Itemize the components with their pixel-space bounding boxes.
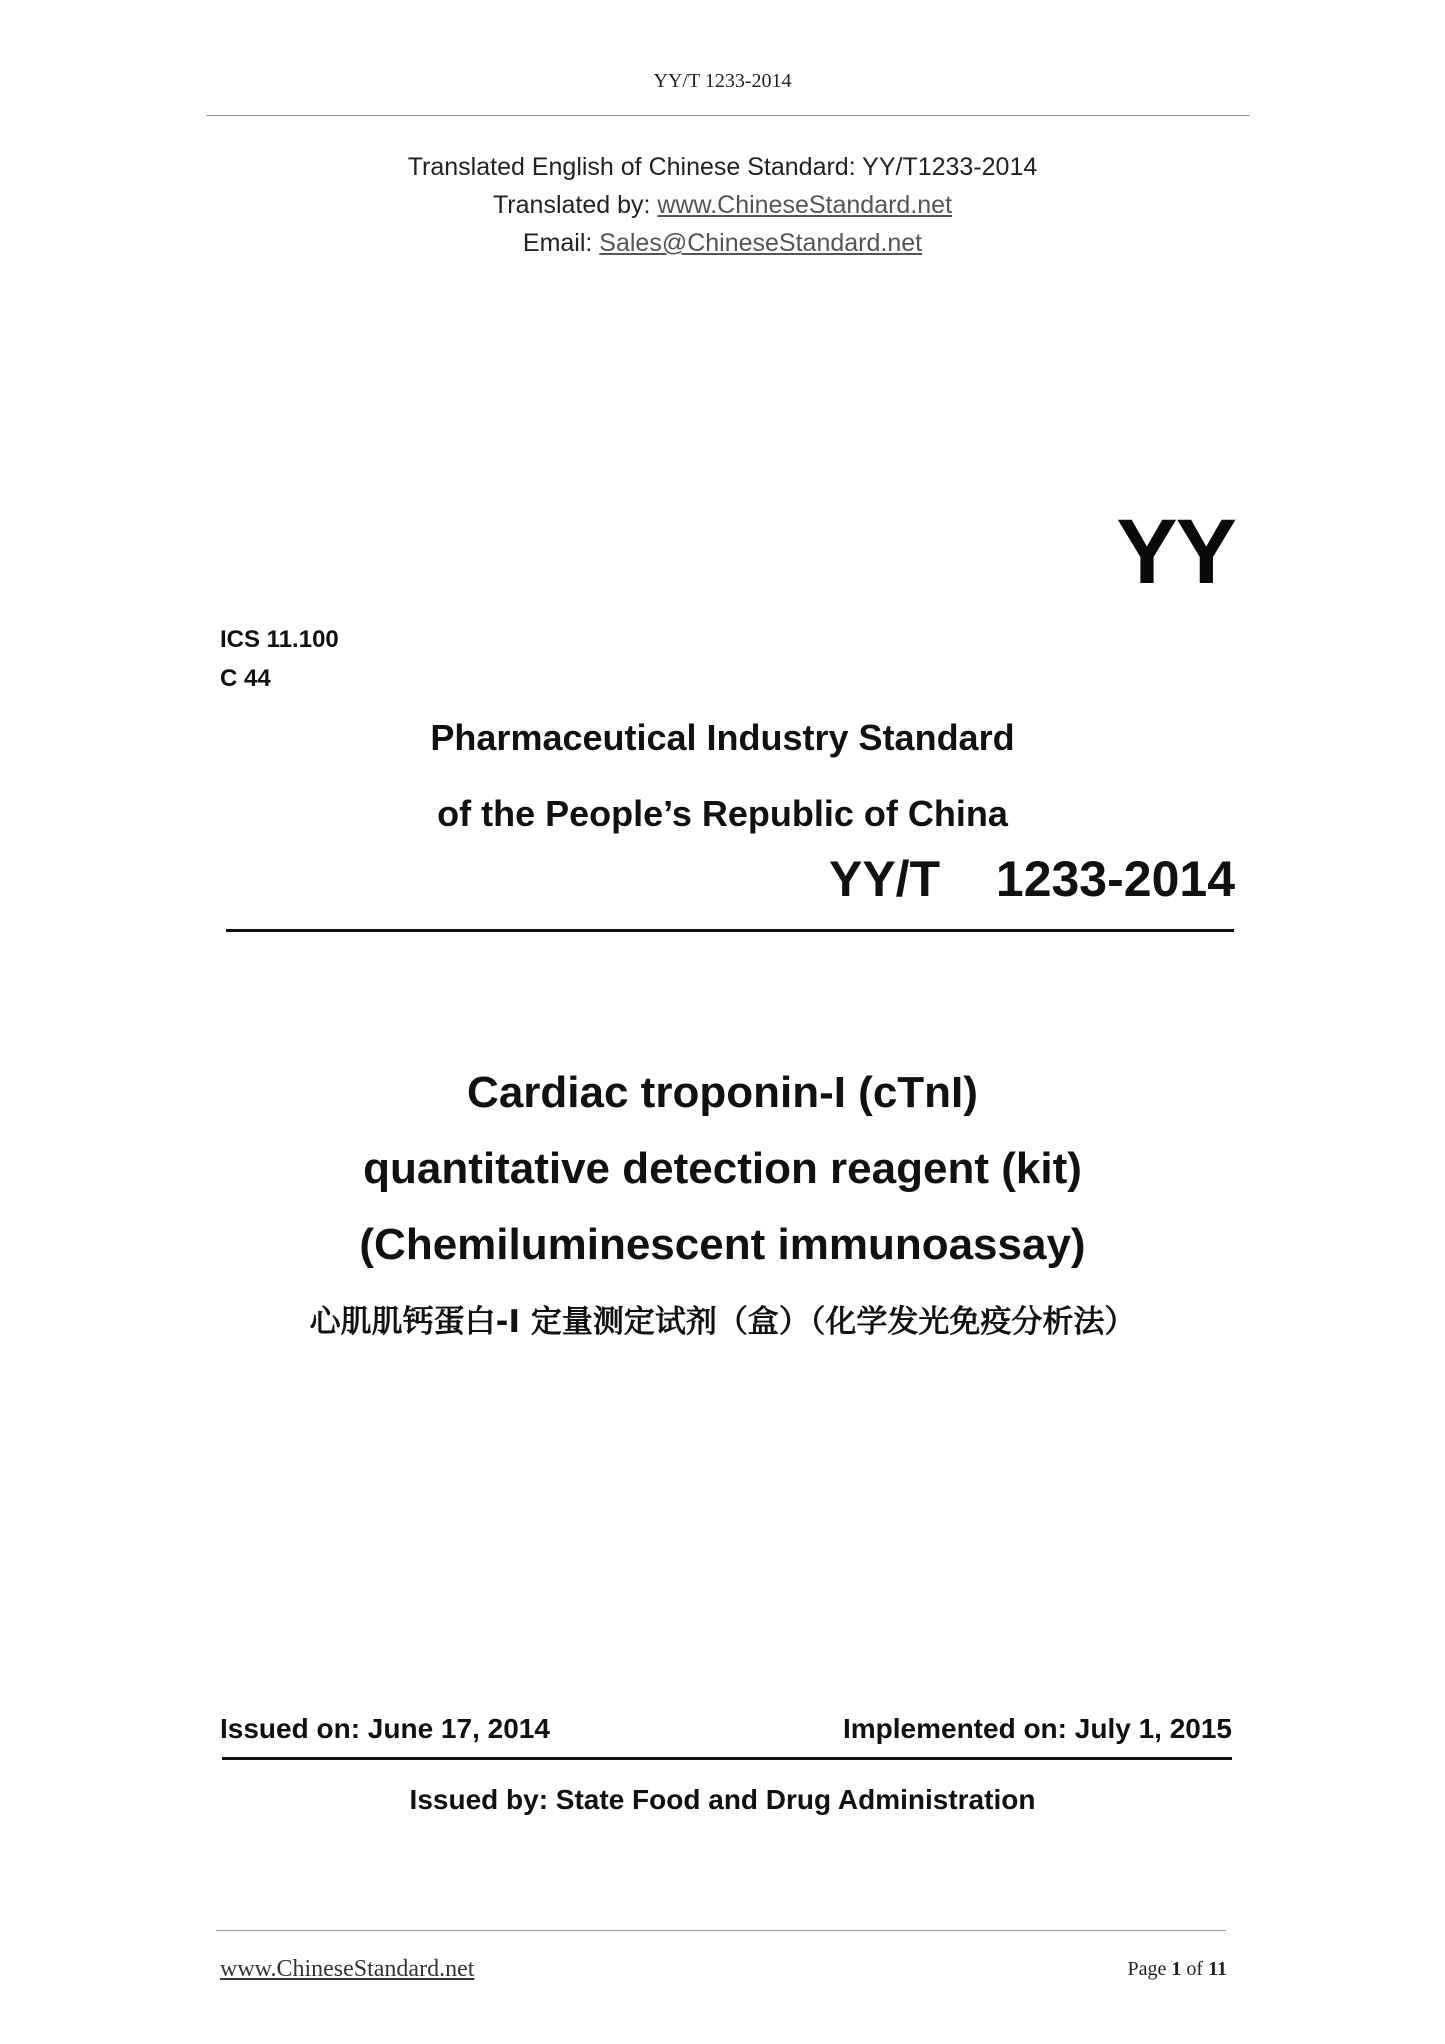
page-of: of — [1181, 1958, 1209, 1980]
standard-title — [0, 700, 1445, 852]
translation-source-line: Translated English of Chinese Standard: YY/T1233-2014 — [407, 153, 1038, 181]
document-title-line-3: (Chemiluminescent immunoassay) — [359, 1220, 1086, 1269]
email-label: Email: — [522, 229, 600, 257]
document-title-chinese: 心肌肌钙蛋白-I 定量测定试剂（盒）（化学发光免疫分析法） — [309, 1304, 1136, 1340]
footer-divider — [216, 1930, 1226, 1931]
title-divider — [226, 929, 1234, 932]
page-label: Page — [1127, 1958, 1172, 1980]
standard-number: YY/T 1233-2014 — [828, 851, 1235, 907]
document-title-line-1: Cardiac troponin-I (cTnI) — [467, 1068, 978, 1117]
translated-by-line — [0, 186, 1445, 224]
dates-divider — [222, 1757, 1232, 1760]
ccs-code: C 44 — [220, 665, 271, 692]
translated-by-label: Translated by: — [492, 191, 658, 219]
issued-date: Issued on: June 17, 2014 — [220, 1713, 550, 1744]
footer-website-link[interactable]: www.ChineseStandard.net — [220, 1956, 475, 1982]
email-line — [0, 224, 1445, 262]
standard-title-line-1: Pharmaceutical Industry Standard — [430, 717, 1015, 758]
page-total: 11 — [1208, 1958, 1227, 1980]
issuing-authority: Issued by: State Food and Drug Administration — [409, 1784, 1036, 1815]
classification-codes — [220, 620, 339, 698]
translation-notice — [0, 148, 1445, 262]
page-number — [1128, 1958, 1227, 1981]
header-divider — [206, 115, 1250, 116]
document-title — [0, 1055, 1445, 1283]
standard-category-mark: YY — [1116, 501, 1235, 603]
running-header: YY/T 1233-2014 — [653, 70, 792, 92]
page-current: 1 — [1171, 1958, 1182, 1980]
ics-code: ICS 11.100 — [220, 626, 339, 653]
document-title-line-2: quantitative detection reagent (kit) — [363, 1144, 1082, 1193]
translator-website-link[interactable]: www.ChineseStandard.net — [657, 191, 953, 219]
implemented-date: Implemented on: July 1, 2015 — [842, 1713, 1232, 1744]
email-link[interactable]: Sales@ChineseStandard.net — [599, 229, 923, 257]
standard-title-line-2: of the People’s Republic of China — [437, 793, 1008, 834]
